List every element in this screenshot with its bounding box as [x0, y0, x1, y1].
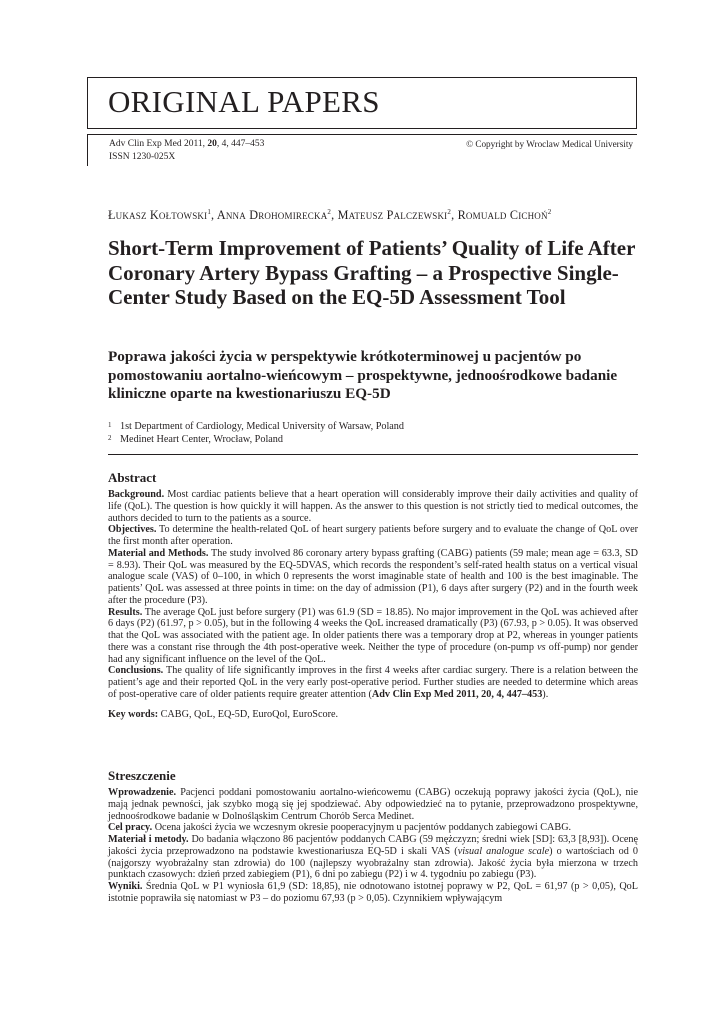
author-name: Mateusz Palczewski — [337, 208, 448, 223]
streszczenie-material: Materiał i metody. Do badania włączono 86 pacjentów poddanych CABG (59 mężczyzn; średni wiek [SD]: 63,3 [8,93]). Ocenę jakości życia przeprowadzono na podstawie kwestionariusza EQ-5D i skali VAS (visual analogue scale) o wartościach od 0 (najgorszy wyobrażalny stan zdrowia) do 100 (najlepszy wyobrażalny stan zdrowia). Jakość życia była mierzona w trzech punktach czasowych: dzień przed zabiegiem (P1), 6 dni po zabiegu (P2) i w 4. tygodniu po zabiegu (P3). — [108, 834, 638, 881]
keywords: Key words: CABG, QoL, EQ-5D, EuroQol, EuroScore. — [108, 708, 339, 720]
abstract-methods: Material and Methods. The study involved 86 coronary artery bypass grafting (CABG) patients (59 male; mean age = 63.3, SD = 8.93). Their QoL was measured by the EQ-5DVAS, which records the respondent’s self-rated health status on a vertical visual analogue scale (VAS) of 0–100, in which 0 represents the worst imaginable state of health and 100 is the best imaginable. The patients’ QoL was assessed at three points in time: on the day of admission (P1), 6 days after surgery (P2) and in the fourth week after the procedure (P3). — [108, 547, 638, 606]
streszczenie-wyniki: Wyniki. Średnia QoL w P1 wyniosła 61,9 (SD: 18,85), nie odnotowano istotnej poprawy w P2, QoL = 61,97 (p > 0,05), QoL istotnie poprawiła się natomiast w P3 – do poziomu 67,93 (p > 0,05). Czynnikiem wpływającym — [108, 881, 639, 904]
author-name: Anna Drohomirecka — [216, 208, 328, 223]
citation-line-2: ISSN 1230-025X — [109, 151, 176, 162]
abstract-objectives: Objectives. To determine the health-related QoL of heart surgery patients before surgery and to evaluate the change of QoL over the first month after operation. — [108, 524, 638, 547]
citation-info — [109, 138, 264, 163]
author-name: Romuald Cichoń — [457, 208, 548, 223]
streszczenie-heading: Streszczenie — [108, 768, 176, 783]
affiliation: 2 Medinet Heart Center, Wrocław, Poland — [108, 434, 283, 445]
article-title-polish: Poprawa jakości życia w perspektywie krótkoterminowej u pacjentów po pomostowaniu aortalno-wieńcowym – prospektywne, jednoośrodkowe badanie kliniczne oparte na kwestionariuszu EQ-5D — [108, 348, 618, 402]
abstract-heading: Abstract — [108, 470, 157, 485]
divider — [108, 454, 638, 455]
citation-line-1: Adv Clin Exp Med 2011, 20, 4, 447–453 — [109, 139, 265, 149]
copyright-notice: © Copyright by Wroclaw Medical University — [466, 139, 633, 149]
streszczenie-section — [108, 768, 638, 905]
affiliation-list — [108, 420, 638, 446]
abstract-background: Background. Most cardiac patients believe that a heart operation will considerably improve their daily activities and quality of life (QoL). The question is how quickly it will happen. As the answer to this question is not strictly tied to medical outcomes, the authors decided to turn to the patients as a source. — [108, 489, 638, 524]
abstract-section — [108, 470, 638, 721]
abstract-results: Results. The average QoL just before surgery (P1) was 61.9 (SD = 18.85). No major improvement in the QoL was achieved after 6 days (P2) (61.97, p > 0.05), but in the following 4 weeks the QoL increased dramatically (P3) (67.93, p > 0.05). It was observed that the QoL was associated with the patient age. In older patients there was a temporary drop at P2, whereas in younger patients there was a constant rise through the 4th post-operative week. Neither the type of procedure (on-pump vs off-pump) nor gender had any significant influence on the level of the QoL. — [108, 606, 639, 665]
streszczenie-wprowadzenie: Wprowadzenie. Pacjenci poddani pomostowaniu aortalno-wieńcowemu (CABG) oczekują poprawy jakości życia (QoL), nie mają jednak pewności, jak szybko mogą się jej spodziewać. Aby odpowiedzieć na to pytanie, przeprowadzono prospektywne, jednoośrodkowe badanie w Dolnośląskim Centrum Chorób Serca Medinet. — [108, 787, 638, 822]
author-name: Łukasz Kołtowski — [108, 208, 208, 223]
affiliation: 1 1st Department of Cardiology, Medical University of Warsaw, Poland — [108, 421, 404, 432]
streszczenie-cel: Cel pracy. Ocena jakości życia we wczesnym okresie pooperacyjnym u pacjentów poddanych zabiegowi CABG. — [108, 822, 572, 834]
author-list: Łukasz Kołtowski$^1$, Anna Drohomirecka$^2$, Mateusz Palczewski$^2$, Romuald Cichoń$^2$ — [108, 208, 552, 223]
abstract-conclusions: Conclusions. The quality of life significantly improves in the first 4 weeks after cardiac surgery. There is a relation between the patient’s age and their reported QoL in the very early post-operative period. Further studies are needed to determine which areas of post-operative care of older patients require greater attention (Adv Clin Exp Med 2011, 20, 4, 447–453). — [108, 665, 638, 700]
section-label: ORIGINAL PAPERS — [108, 84, 380, 119]
article-title: Short-Term Improvement of Patients’ Quality of Life After Coronary Artery Bypass Grafting – a Prospective Single-Center Study Based on the EQ-5D Assessment Tool — [108, 236, 636, 309]
